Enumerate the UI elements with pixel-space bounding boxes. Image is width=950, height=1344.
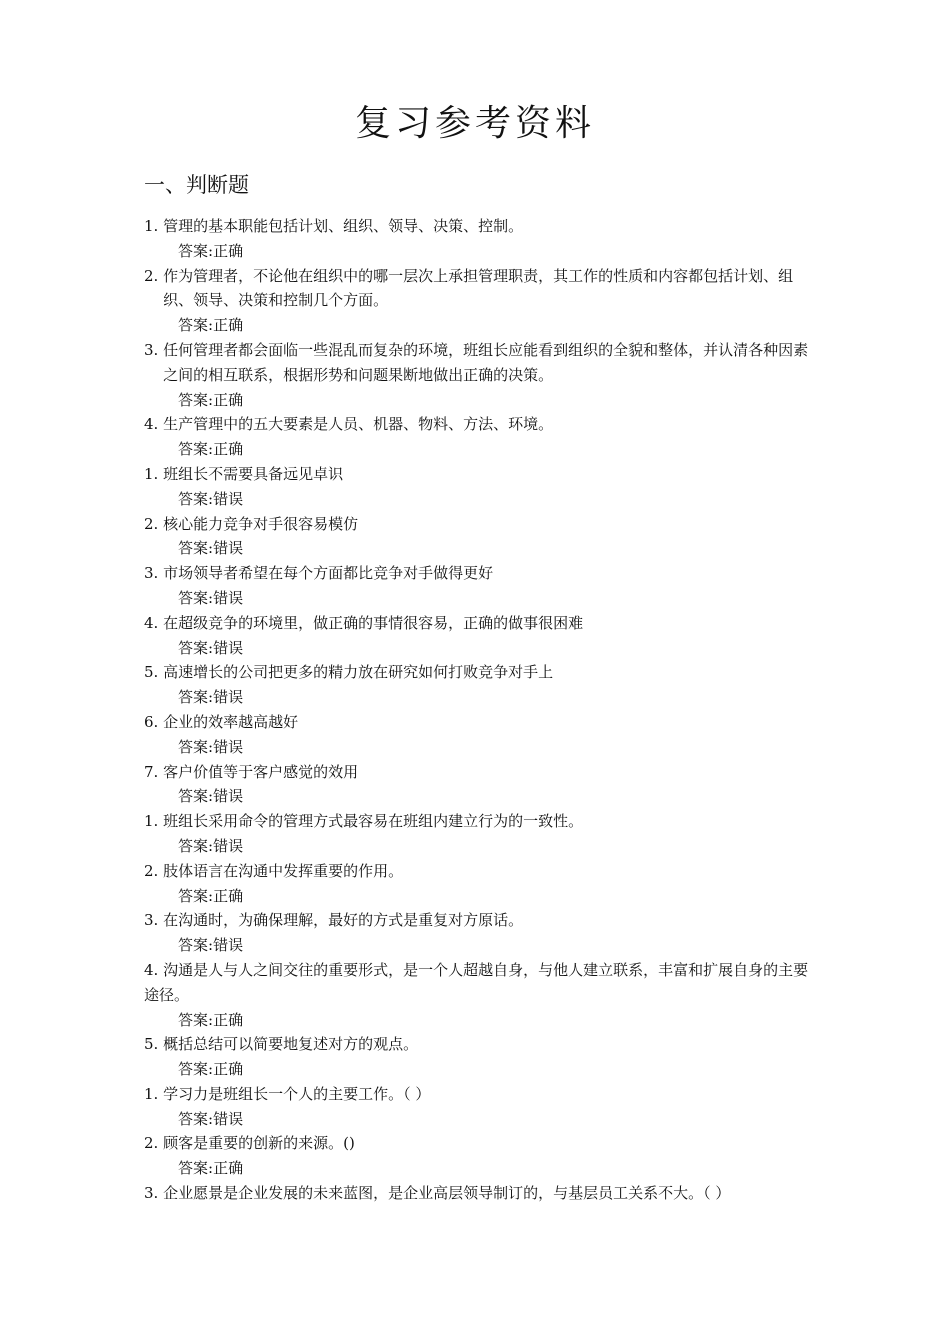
answer-label: 答案:: [178, 1159, 214, 1178]
question-text: 班组长采用命令的管理方式最容易在班组内建立行为的一致性。: [163, 812, 584, 831]
answer-label: 答案:: [178, 1060, 214, 1079]
answer-value: 正确: [213, 440, 244, 459]
question-text: 客户价值等于客户感觉的效用: [163, 762, 359, 781]
answer-line: [144, 884, 814, 909]
answer-line: [144, 784, 814, 809]
answer-label: 答案:: [178, 688, 214, 707]
answer-line: [144, 735, 814, 760]
answer-line: [144, 685, 814, 710]
question-number: 4.: [144, 613, 164, 632]
question-number: 2.: [144, 1134, 164, 1153]
answer-line: [144, 586, 814, 611]
question-number: 5.: [144, 663, 164, 682]
question-item: [144, 1032, 814, 1057]
question-item: [144, 1181, 814, 1206]
question-number: 2.: [144, 266, 164, 285]
answer-line: [144, 636, 814, 661]
section-title: 一、判断题: [144, 173, 249, 197]
answer-value: 错误: [213, 638, 244, 657]
question-text: 在沟通时，为确保理解，最好的方式是重复对方原话。: [163, 911, 524, 930]
question-text: 在超级竞争的环境里，做正确的事情很容易，正确的做事很困难: [163, 613, 584, 632]
answer-line: [144, 1156, 814, 1181]
answer-line: [144, 536, 814, 561]
question-item: [144, 710, 814, 735]
question-number: 1.: [144, 217, 164, 235]
answer-label: 答案:: [178, 836, 214, 855]
question-item: [144, 338, 814, 388]
question-number: 2.: [144, 861, 164, 880]
answer-label: 答案:: [178, 638, 214, 657]
answer-value: 错误: [213, 539, 244, 558]
answer-label: 答案:: [178, 1109, 214, 1128]
question-text: 沟通是人与人之间交往的重要形式，是一个人超越自身，与他人建立联系，丰富和扩展自身的主要途径。: [144, 960, 809, 1004]
question-text: 概括总结可以简要地复述对方的观点。: [163, 1035, 419, 1054]
question-number: 6.: [144, 712, 164, 731]
answer-label: 答案:: [178, 241, 214, 260]
question-number: 3.: [144, 340, 164, 359]
question-text: 肢体语言在沟通中发挥重要的作用。: [163, 861, 404, 880]
question-number: 7.: [144, 762, 164, 781]
question-number: 5.: [144, 1035, 164, 1054]
question-item: [144, 660, 814, 685]
question-text: 顾客是重要的创新的来源。(): [163, 1134, 355, 1153]
question-item: [144, 214, 814, 239]
answer-label: 答案:: [178, 440, 214, 459]
question-item: [144, 809, 814, 834]
question-number: 4.: [144, 960, 164, 979]
question-item: [144, 561, 814, 586]
question-item: [144, 512, 814, 537]
question-item: [144, 462, 814, 487]
question-list: [144, 214, 814, 1206]
answer-line: [144, 487, 814, 512]
answer-label: 答案:: [178, 390, 214, 409]
question-item: [144, 958, 814, 1008]
answer-label: 答案:: [178, 737, 214, 756]
question-number: 2.: [144, 514, 164, 533]
answer-label: 答案:: [178, 886, 214, 905]
question-number: 1.: [144, 1084, 164, 1103]
answer-value: 正确: [213, 886, 244, 905]
answer-value: 正确: [213, 316, 244, 335]
question-item: [144, 760, 814, 785]
answer-label: 答案:: [178, 489, 214, 508]
answer-value: 错误: [213, 936, 244, 955]
page-title: 复习参考资料: [354, 103, 595, 144]
answer-value: 正确: [213, 1159, 244, 1178]
question-text: 生产管理中的五大要素是人员、机器、物料、方法、环境。: [163, 415, 554, 434]
question-text: 作为管理者，不论他在组织中的哪一层次上承担管理职责，其工作的性质和内容都包括计划、组织、领导、决策和控制几个方面。: [163, 266, 794, 310]
question-text: 市场领导者希望在每个方面都比竞争对手做得更好: [163, 564, 494, 583]
answer-value: 错误: [213, 588, 244, 607]
question-number: 3.: [144, 564, 164, 583]
question-text: 学习力是班组长一个人的主要工作。（ ）: [163, 1084, 431, 1103]
question-number: 4.: [144, 415, 164, 434]
answer-value: 正确: [213, 241, 244, 260]
answer-line: [144, 437, 814, 462]
question-item: [144, 1131, 814, 1156]
answer-value: 正确: [213, 1060, 244, 1079]
answer-line: [144, 239, 814, 264]
question-item: [144, 264, 814, 314]
question-number: 1.: [144, 812, 164, 831]
question-item: [144, 908, 814, 933]
question-text: 班组长不需要具备远见卓识: [163, 464, 344, 483]
answer-line: [144, 1008, 814, 1033]
question-text: 核心能力竞争对手很容易模仿: [163, 514, 359, 533]
question-item: [144, 1082, 814, 1107]
answer-label: 答案:: [178, 539, 214, 558]
question-text: 高速增长的公司把更多的精力放在研究如何打败竞争对手上: [163, 663, 554, 682]
question-item: [144, 859, 814, 884]
question-item: [144, 412, 814, 437]
question-item: [144, 611, 814, 636]
answer-value: 错误: [213, 737, 244, 756]
question-text: 企业的效率越高越好: [163, 712, 299, 731]
answer-value: 错误: [213, 688, 244, 707]
answer-line: [144, 388, 814, 413]
answer-value: 错误: [213, 1109, 244, 1128]
answer-line: [144, 1057, 814, 1082]
answer-line: [144, 933, 814, 958]
question-text: 管理的基本职能包括计划、组织、领导、决策、控制。: [163, 217, 524, 235]
answer-value: 错误: [213, 836, 244, 855]
answer-value: 错误: [213, 489, 244, 508]
answer-label: 答案:: [178, 787, 214, 806]
answer-line: [144, 1107, 814, 1132]
question-text: 企业愿景是企业发展的未来蓝图，是企业高层领导制订的，与基层员工关系不大。（ ）: [163, 1184, 731, 1203]
answer-label: 答案:: [178, 1010, 214, 1029]
answer-line: [144, 834, 814, 859]
answer-label: 答案:: [178, 316, 214, 335]
question-number: 3.: [144, 1184, 164, 1203]
answer-label: 答案:: [178, 588, 214, 607]
answer-value: 错误: [213, 787, 244, 806]
answer-value: 正确: [213, 390, 244, 409]
question-number: 3.: [144, 911, 164, 930]
answer-value: 正确: [213, 1010, 244, 1029]
question-text: 任何管理者都会面临一些混乱而复杂的环境，班组长应能看到组织的全貌和整体，并认清各种因素之间的相互联系，根据形势和问题果断地做出正确的决策。: [163, 340, 809, 384]
answer-line: [144, 313, 814, 338]
answer-label: 答案:: [178, 936, 214, 955]
question-number: 1.: [144, 464, 164, 483]
